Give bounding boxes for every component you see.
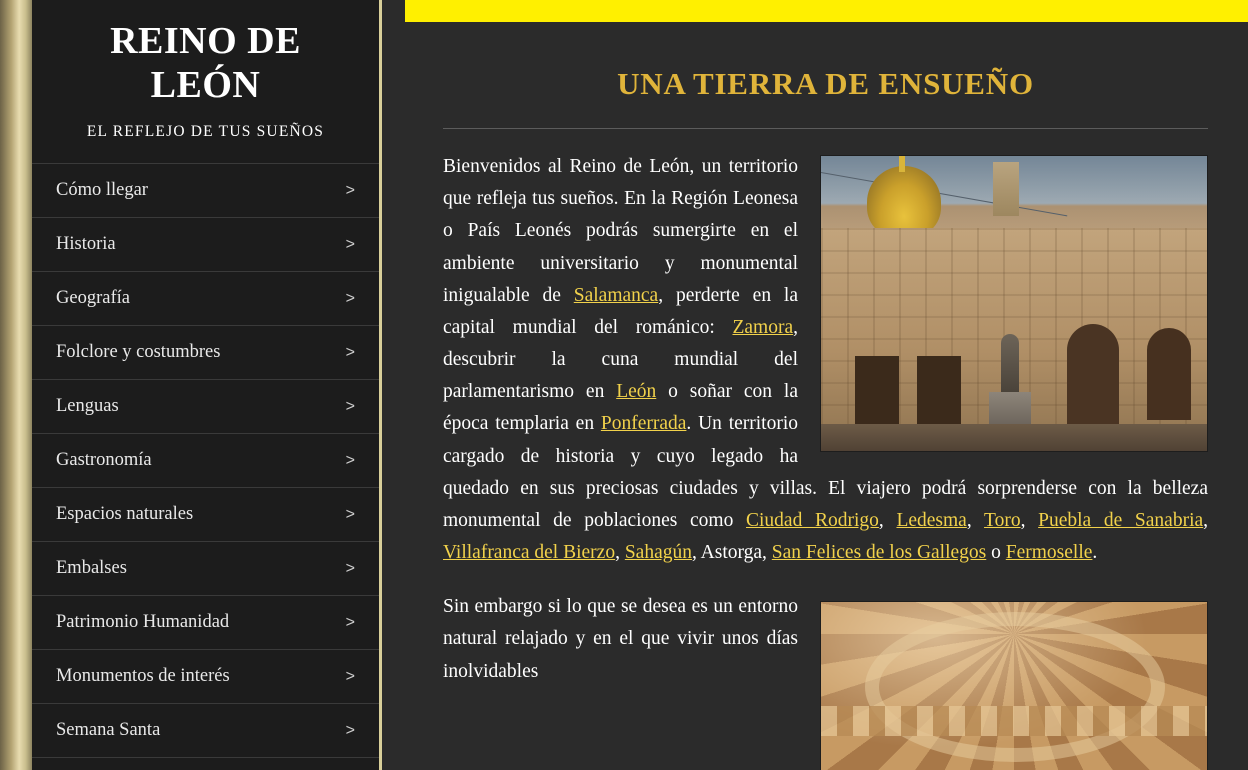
text-segment: , [615,542,625,564]
link-ledesma[interactable]: Ledesma [896,509,967,531]
link-fermoselle[interactable]: Fermoselle [1005,542,1093,564]
chevron-right-icon: > [345,181,355,199]
link-zamora[interactable]: Zamora [732,316,794,338]
link-salamanca[interactable]: Salamanca [573,284,659,306]
sidebar-item-historia[interactable] [32,218,379,272]
sidebar-item-label: Monumentos de interés [56,666,230,687]
chevron-right-icon: > [345,721,355,739]
decor-cable [821,172,1067,216]
content-area [385,0,1248,770]
brand-block [32,0,379,155]
sidebar-item-como-llegar[interactable] [32,164,379,218]
sidebar-item-label: Embalses [56,558,127,579]
decor-plinth [989,392,1031,428]
sidebar [32,0,382,770]
text-segment: o soñar con la época templaria en [443,381,798,435]
sidebar-item-label: Historia [56,234,116,255]
decor-spire [899,155,905,172]
decor-statue [1001,334,1019,392]
text-segment: . [1092,542,1098,564]
sidebar-item-gastronomia[interactable] [32,434,379,488]
decor-ground [821,424,1208,452]
text-segment: . Un territorio cargado de historia y cuyo legado ha quedado en sus preciosas ciudades y villas. El viajero podrá sorprenderse con la belleza monumental de poblaciones como [443,413,1208,531]
sidebar-item-espacios-naturales[interactable] [32,488,379,542]
sidebar-item-label: Espacios naturales [56,504,194,525]
text-segment: , [1203,509,1209,531]
link-toro[interactable]: Toro [984,509,1021,531]
text-segment: Bienvenidos al Reino de León, un territorio que refleja tus sueños. En la Región Leonesa o País Leonés podrás sumergirte en el ambiente universitario y monumental inigualable de [443,156,798,306]
second-paragraph-text: Sin embargo si lo que se desea es un entorno natural relajado y en el que vivir unos días inolvidables [443,596,798,682]
page-title: UNA TIERRA DE ENSUEÑO [617,66,1034,101]
link-ciudad-rodrigo[interactable]: Ciudad Rodrigo [746,509,879,531]
chevron-right-icon: > [345,235,355,253]
chevron-right-icon: > [345,505,355,523]
image-fresco-vault [820,601,1208,770]
decor-portal [1067,324,1119,424]
chevron-right-icon: > [345,667,355,685]
link-puebla-de-sanabria[interactable]: Puebla de Sanabria [1038,509,1204,531]
sidebar-item-label: Cómo llegar [56,180,148,201]
decor-tower [993,162,1019,216]
chevron-right-icon: > [345,289,355,307]
text-segment: , [966,509,985,531]
sidebar-item-geografia[interactable] [32,272,379,326]
title-divider [443,128,1208,129]
text-segment: o [986,542,1006,564]
sidebar-item-label: Lenguas [56,396,119,417]
chevron-right-icon: > [345,613,355,631]
link-leon[interactable]: León [616,381,657,403]
site-tagline: EL REFLEJO DE TUS SUEÑOS [86,123,325,141]
chevron-right-icon: > [345,397,355,415]
sidebar-item-label: Patrimonio Humanidad [56,612,230,633]
sidebar-item-semana-santa[interactable] [32,704,379,758]
chevron-right-icon: > [345,343,355,361]
sidebar-item-folclore-y-costumbres[interactable] [32,326,379,380]
decor-door-left [855,356,899,424]
text-segment: , [878,509,897,531]
text-segment: , [1020,509,1039,531]
chevron-right-icon: > [345,559,355,577]
main-navigation [32,163,379,758]
decor-arch [865,612,1165,762]
second-paragraph-block [443,591,1208,770]
sidebar-item-label: Geografía [56,288,130,309]
link-villafranca-del-bierzo[interactable]: Villafranca del Bierzo [443,542,616,564]
sidebar-item-label: Semana Santa [56,720,161,741]
decorative-left-edge [0,0,32,770]
sidebar-item-patrimonio-humanidad[interactable] [32,596,379,650]
sidebar-item-lenguas[interactable] [32,380,379,434]
decor-band [821,706,1208,736]
intro-paragraph [443,151,1208,569]
chevron-right-icon: > [345,451,355,469]
top-accent-bar [405,0,1248,22]
sidebar-item-monumentos-de-interes[interactable] [32,650,379,704]
sidebar-item-label: Folclore y costumbres [56,342,221,363]
site-title: REINO DE LEÓN [110,20,301,106]
article [385,22,1248,770]
sidebar-item-embalses[interactable] [32,542,379,596]
link-sahagun[interactable]: Sahagún [624,542,692,564]
link-ponferrada[interactable]: Ponferrada [600,413,687,435]
decor-door-right [917,356,961,424]
sidebar-item-label: Gastronomía [56,450,152,471]
text-segment: , Astorga, [691,542,772,564]
text-segment: , descubrir la cuna mundial del parlamentarismo en [443,316,798,403]
image-salamanca-facade [820,155,1208,452]
text-segment: , perderte en la capital mundial del románico: [443,284,798,338]
link-san-felices-de-los-gallegos[interactable]: San Felices de los Gallegos [771,542,987,564]
